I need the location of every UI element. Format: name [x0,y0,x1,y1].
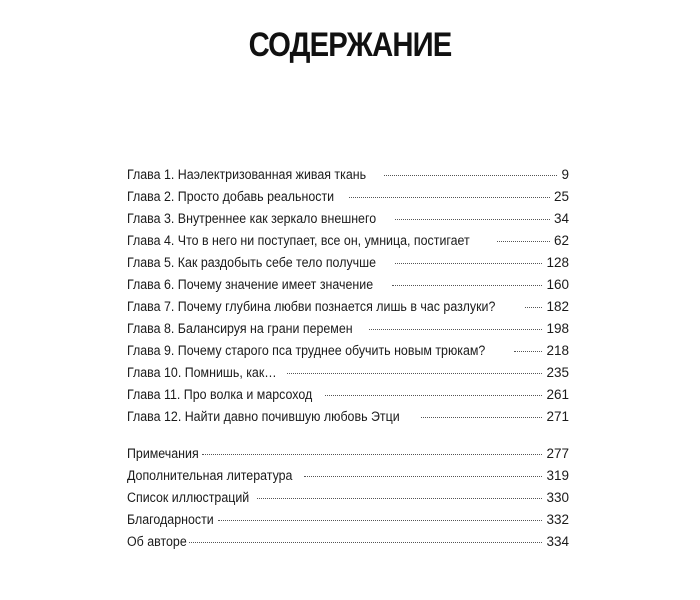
dot-leader [395,263,543,264]
dot-leader [304,476,542,477]
page-number: 198 [546,321,569,336]
back-matter-row [127,509,569,531]
section-gap [127,428,569,443]
page-number: 160 [546,277,569,292]
entry-title: Глава 7. Почему глубина любви познается лишь в час разлуки? [127,299,496,314]
table-of-contents [127,164,569,553]
entry-title: Дополнительная литература [127,468,293,483]
entry-title: Глава 12. Найти давно почившую любовь Этци [127,409,400,424]
entry-title: Глава 10. Помнишь, как… [127,365,277,380]
chapter-row [127,208,569,230]
back-matter-row [127,465,569,487]
entry-title: Глава 4. Что в него ни поступает, все он, умница, постигает [127,233,470,248]
chapter-row [127,230,569,252]
back-matter-row [127,487,569,509]
back-matter-row [127,531,569,553]
entry-title: Глава 1. Наэлектризованная живая ткань [127,167,367,182]
dot-leader [392,285,543,286]
entry-title: Глава 2. Просто добавь реальности [127,189,335,204]
entry-title: Глава 9. Почему старого пса труднее обучить новым трюкам? [127,343,486,358]
entry-title: Глава 8. Балансируя на грани перемен [127,321,353,336]
chapter-row [127,252,569,274]
entry-title: Список иллюстраций [127,490,250,505]
back-matter-list [127,443,569,553]
dot-leader [325,395,542,396]
chapter-row [127,340,569,362]
dot-leader [497,241,550,242]
dot-leader [395,219,550,220]
dot-leader [369,329,542,330]
page-number: 319 [546,468,569,483]
page-number: 261 [546,387,569,402]
page-number: 62 [553,233,569,248]
dot-leader [421,417,543,418]
chapter-row [127,406,569,428]
dot-leader [189,542,542,543]
back-matter-row [127,443,569,465]
entry-title: Глава 11. Про волка и марсоход [127,387,313,402]
page-number: 182 [546,299,569,314]
chapter-row [127,274,569,296]
dot-leader [349,197,550,198]
dot-leader [514,351,543,352]
dot-leader [257,498,542,499]
dot-leader [218,520,542,521]
chapter-list [127,164,569,428]
entry-title: Об авторе [127,534,187,549]
dot-leader [202,454,542,455]
page-number: 9 [561,167,569,182]
page-number: 34 [553,211,569,226]
dot-leader [287,373,543,374]
page-number: 128 [546,255,569,270]
chapter-row [127,164,569,186]
entry-title: Примечания [127,446,199,461]
page-number: 25 [553,189,569,204]
page-number: 277 [546,446,569,461]
dot-leader [384,175,557,176]
entry-title: Глава 5. Как раздобыть себе тело получше [127,255,377,270]
page-number: 218 [546,343,569,358]
entry-title: Глава 6. Почему значение имеет значение [127,277,374,292]
page-title: СОДЕРЖАНИЕ [248,26,452,64]
page-number: 235 [546,365,569,380]
entry-title: Глава 3. Внутреннее как зеркало внешнего [127,211,377,226]
page-number: 332 [546,512,569,527]
page-number: 334 [546,534,569,549]
chapter-row [127,318,569,340]
chapter-row [127,296,569,318]
page-number: 330 [546,490,569,505]
chapter-row [127,362,569,384]
dot-leader [525,307,543,308]
chapter-row [127,384,569,406]
chapter-row [127,186,569,208]
page-number: 271 [546,409,569,424]
entry-title: Благодарности [127,512,214,527]
